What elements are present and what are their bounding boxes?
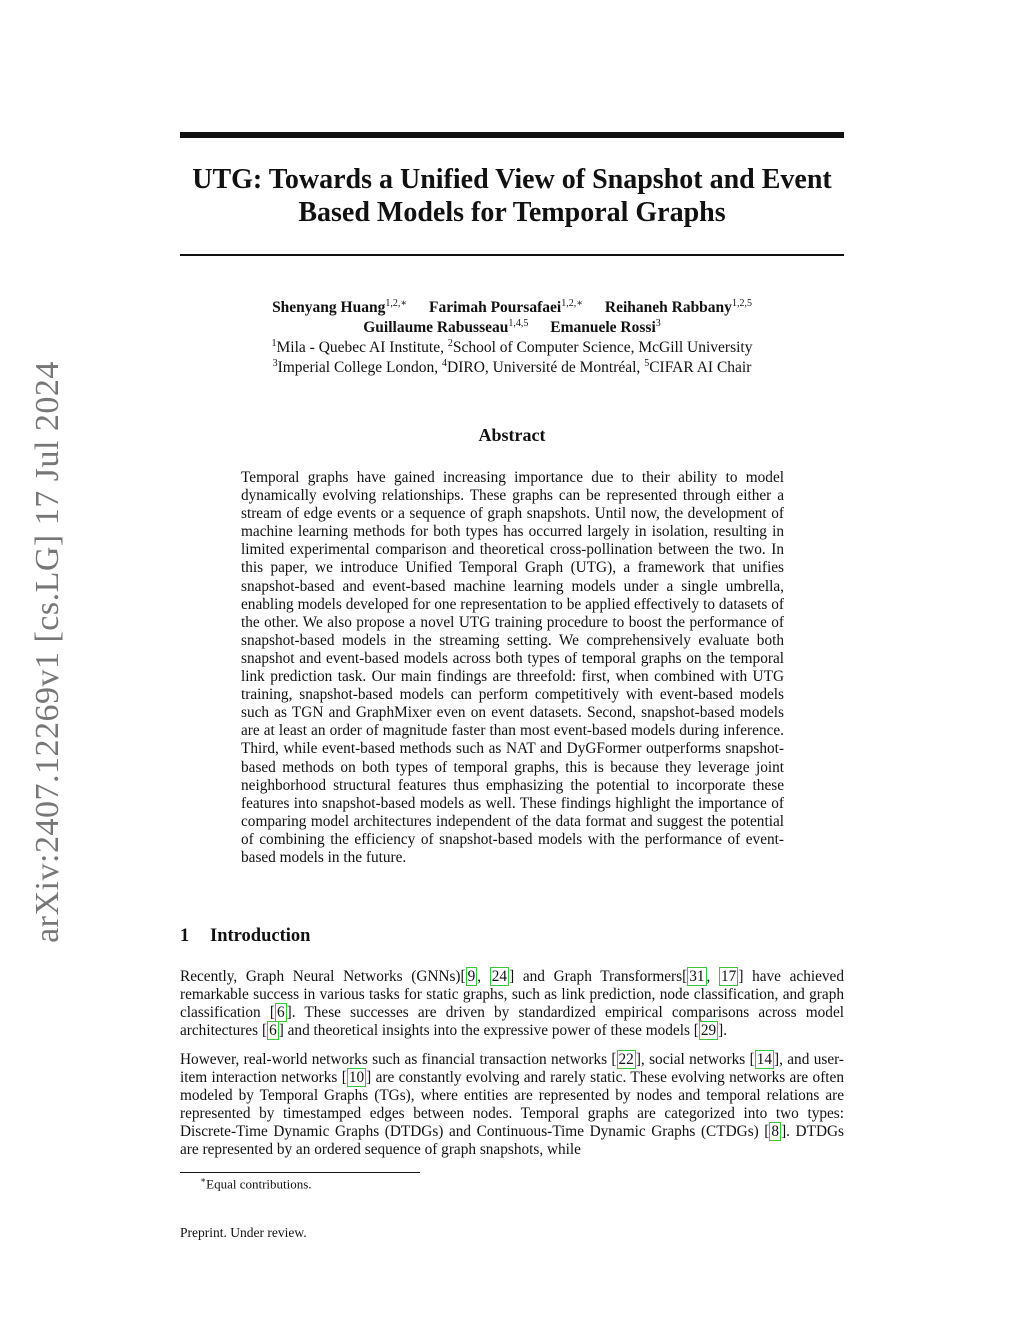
title-rule-top [180, 132, 844, 138]
title-rule-bottom [180, 254, 844, 256]
citation-link[interactable]: 24 [491, 968, 508, 985]
author-name: Emanuele Rossi [550, 319, 656, 336]
author-row-2 [180, 318, 844, 338]
author-name: Guillaume Rabusseau [363, 319, 509, 336]
preprint-notice: Preprint. Under review. [180, 1225, 307, 1240]
citation-link[interactable]: 6 [276, 1004, 285, 1022]
footnote-rule [180, 1172, 420, 1173]
author-affil: 1,2,5 [731, 297, 752, 309]
affil-mark: 1 [271, 337, 277, 349]
paper-title [180, 163, 844, 229]
author-row-1 [180, 298, 844, 318]
citation-link[interactable]: 29 [700, 1022, 717, 1040]
affiliation-text: School of Computer Science, McGill University [452, 339, 753, 356]
affiliation-text: DIRO, Université de Montréal, [447, 359, 645, 376]
author-name: Farimah Poursafaei [429, 299, 562, 316]
affiliation-text: Imperial College London, [277, 359, 443, 376]
author-affil: 1,2,∗ [385, 297, 408, 309]
author-name: Shenyang Huang [272, 299, 386, 316]
section-number: 1 [180, 926, 190, 946]
arxiv-identifier: arXiv:2407.12269v1 [cs.LG] 17 Jul 2024 [29, 361, 66, 943]
affil-mark: 5 [644, 357, 650, 369]
affil-mark: 3 [272, 357, 278, 369]
author-name: Reihaneh Rabbany [604, 299, 732, 316]
citation-link[interactable]: 6 [269, 1022, 277, 1040]
footnote [200, 1175, 312, 1192]
affiliation-text: Mila - Quebec AI Institute, [276, 339, 448, 356]
author-block [180, 298, 844, 378]
affiliation-text: CIFAR AI Chair [649, 359, 752, 376]
affiliation-line-1 [180, 338, 844, 358]
section-title: Introduction [210, 926, 311, 946]
intro-paragraph-1: Recently, Graph Neural Networks (GNNs)[ 9 , 24 ] and Graph Transformers[ 31 , 17 ] have achieved remarkable success in various tasks for static graphs, such as link prediction, node classification, and graph classification [ 6 ]. These successes are driven by standardized empirical comparisons across model architectures [ 6 ] and theoretical insights into the expressive power of these models [ 29 ]. [180, 968, 844, 1040]
author-affil: 1,2,∗ [561, 297, 583, 309]
citation-link[interactable]: 14 [756, 1051, 772, 1068]
abstract-body: Temporal graphs have gained increasing importance due to their ability to model dynamically evolving relationships. These graphs can be represented through either a stream of edge events or a sequence of graph snapshots. Until now, the development of machine learning methods for both types has occurred largely in isolation, resulting in limited experimental comparison and theoretical cross-pollination between the two. In this paper, we introduce Unified Temporal Graph (UTG), a framework that unifies snapshot-based and event-based machine learning models under a single umbrella, enabling models developed for one representation to be applied effectively to datasets of the other. We also propose a novel UTG training procedure to boost the performance of snapshot-based models in the streaming setting. We comprehensively evaluate both snapshot and event-based models across both types of temporal graphs on the temporal link prediction task. Our main findings are threefold: first, when combined with UTG training, snapshot-based models can perform competitively with event-based models such as TGN and GraphMixer even on event datasets. Second, snapshot-based models are at least an order of magnitude faster than most event-based models during inference. Third, while event-based methods such as NAT and DyGFormer outperforms snapshot-based methods on both types of temporal graphs, this is because they leverage joint neighborhood structural features thus emphasizing the potential to incorporate these features into snapshot-based models as well. These findings highlight the importance of comparing model architectures independent of the data format and suggest the potential of combining the efficiency of snapshot-based models with the performance of event-based models in the future. [241, 469, 784, 866]
citation-link[interactable]: 31 [689, 968, 705, 985]
title-line-1: UTG: Towards a Unified View of Snapshot and Event [192, 164, 832, 195]
citation-link[interactable]: 17 [721, 968, 737, 985]
affil-mark: 2 [447, 337, 453, 349]
citation-link[interactable]: 10 [348, 1069, 365, 1087]
author-affil: 1,4,5 [508, 317, 529, 329]
author-affil: 3 [655, 317, 661, 329]
footnote-text: Equal contributions. [206, 1176, 312, 1192]
citation-link[interactable]: 22 [618, 1051, 634, 1068]
citation-link[interactable]: 9 [467, 968, 476, 985]
intro-paragraph-2: However, real-world networks such as financial transaction networks [ 22 ], social networks [ 14 ], and user-item interaction networks [ 10 ] are constantly evolving and rarely static. These evolving networks are often modeled by Temporal Graphs (TGs), where entities are represented by nodes and temporal relations are represented by timestamped edges between nodes. Temporal graphs are categorized into two types: Discrete-Time Dynamic Graphs (DTDGs) and Continuous-Time Dynamic Graphs (CTDGs) [ 8 ]. DTDGs are represented by an ordered sequence of graph snapshots, while [180, 1051, 844, 1159]
section-heading [180, 926, 310, 947]
title-line-2: Based Models for Temporal Graphs [298, 197, 726, 228]
affiliation-line-2 [180, 358, 844, 378]
footnote-mark: ∗ [200, 1175, 207, 1185]
affil-mark: 4 [442, 357, 448, 369]
abstract-heading: Abstract [478, 425, 546, 445]
citation-link[interactable]: 8 [771, 1123, 780, 1141]
